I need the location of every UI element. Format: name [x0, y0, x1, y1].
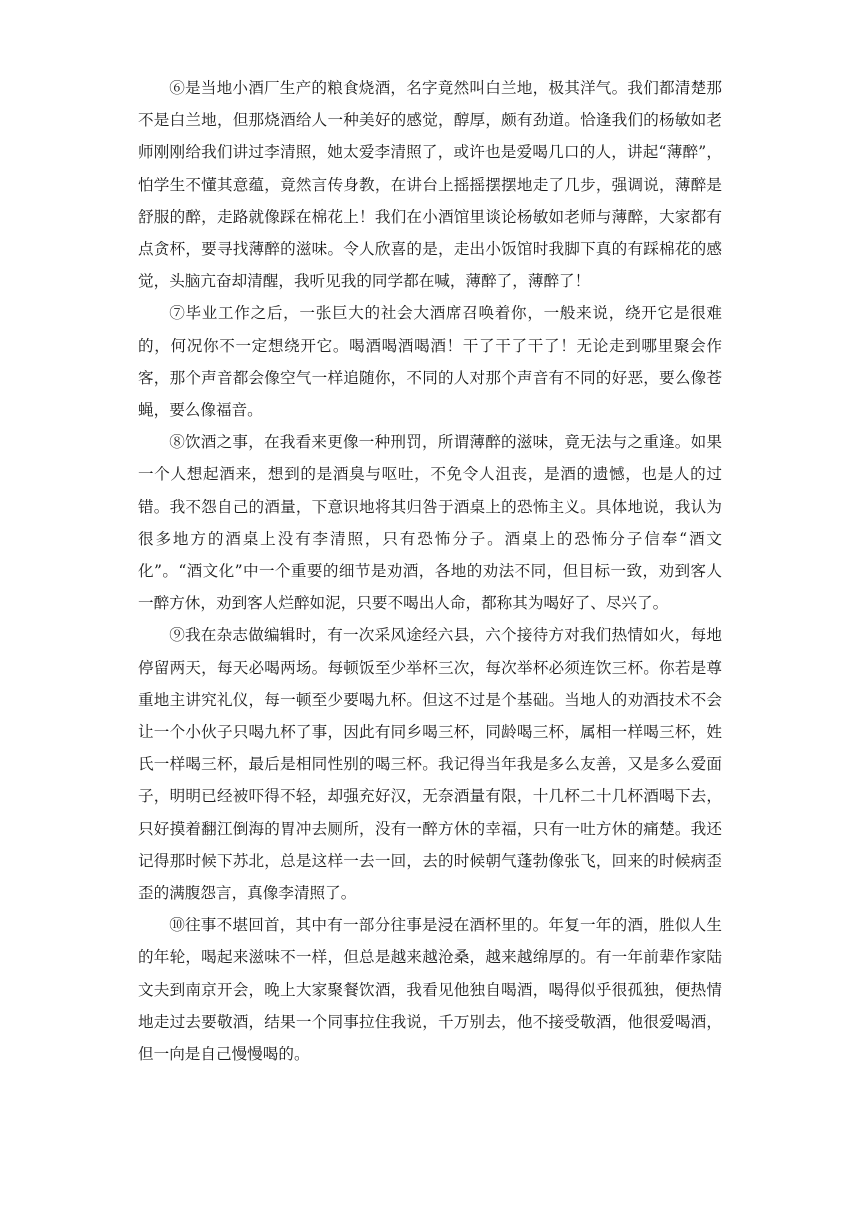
paragraph-6: ⑥是当地小酒厂生产的粮食烧酒，名字竟然叫白兰地，极其洋气。我们都清楚那不是白兰地，但那烧酒给人一种美好的感觉，醇厚，颇有劲道。恰逢我们的杨敏如老师刚刚给我们讲过李清照，她太爱李清照了，或许也是爱喝几口的人，讲起“薄醉”，怕学生不懂其意蕴，竟然言传身教，在讲台上摇摇摆摆地走了几步，强调说，薄醉是舒服的醉，走路就像踩在棉花上！我们在小酒馆里谈论杨敏如老师与薄醉，大家都有点贪杯，要寻找薄醉的滋味。令人欣喜的是，走出小饭馆时我脚下真的有踩棉花的感觉，头脑亢奋却清醒，我听见我的同学都在喊，薄醉了，薄醉了！ — [138, 79, 722, 291]
document-page — [138, 72, 722, 1070]
paragraph-10: ⑩往事不堪回首，其中有一部分往事是浸在酒杯里的。年复一年的酒，胜似人生的年轮，喝起来滋味不一样，但总是越来越沧桑，越来越绵厚的。有一年前辈作家陆文夫到南京开会，晚上大家聚餐饮酒，我看见他独自喝酒，喝得似乎很孤独，便热情地走过去要敬酒，结果一个同事拉住我说，千万别去，他不接受敬酒，他很爱喝酒，但一向是自己慢慢喝的。 — [138, 916, 722, 1064]
paragraph-8: ⑧饮酒之事，在我看来更像一种刑罚，所谓薄醉的滋味，竟无法与之重逢。如果一个人想起酒来，想到的是酒臭与呕吐，不免令人沮丧，是酒的遗憾，也是人的过错。我不怨自己的酒量，下意识地将其归咎于酒桌上的恐怖主义。具体地说，我认为很多地方的酒桌上没有李清照，只有恐怖分子。酒桌上的恐怖分子信奉“酒文化”。“酒文化”中一个重要的细节是劝酒，各地的劝法不同，但目标一致，劝到客人一醉方休，劝到客人烂醉如泥，只要不喝出人命，都称其为喝好了、尽兴了。 — [138, 433, 722, 613]
paragraph-9: ⑨我在杂志做编辑时，有一次采风途经六县，六个接待方对我们热情如火，每地停留两天，每天必喝两场。每顿饭至少举杯三次，每次举杯必须连饮三杯。你若是尊重地主讲究礼仪，每一顿至少要喝九杯。但这不过是个基础。当地人的劝酒技术不会让一个小伙子只喝九杯了事，因此有同乡喝三杯，同龄喝三杯，属相一样喝三杯，姓氏一样喝三杯，最后是相同性别的喝三杯。我记得当年我是多么友善，又是多么爱面子，明明已经被吓得不轻，却强充好汉，无奈酒量有限，十几杯二十几杯酒喝下去，只好摸着翻江倒海的胃冲去厕所，没有一醉方休的幸福，只有一吐方休的痛楚。我还记得那时候下苏北，总是这样一去一回，去的时候朝气蓬勃像张飞，回来的时候病歪歪的满腹怨言，真像李清照了。 — [138, 626, 722, 903]
paragraph-7: ⑦毕业工作之后，一张巨大的社会大酒席召唤着你，一般来说，绕开它是很难的，何况你不一定想绕开它。喝酒喝酒喝酒！干了干了干了！无论走到哪里聚会作客，那个声音都会像空气一样追随你，不同的人对那个声音有不同的好恶，要么像苍蝇，要么像福音。 — [138, 304, 722, 420]
